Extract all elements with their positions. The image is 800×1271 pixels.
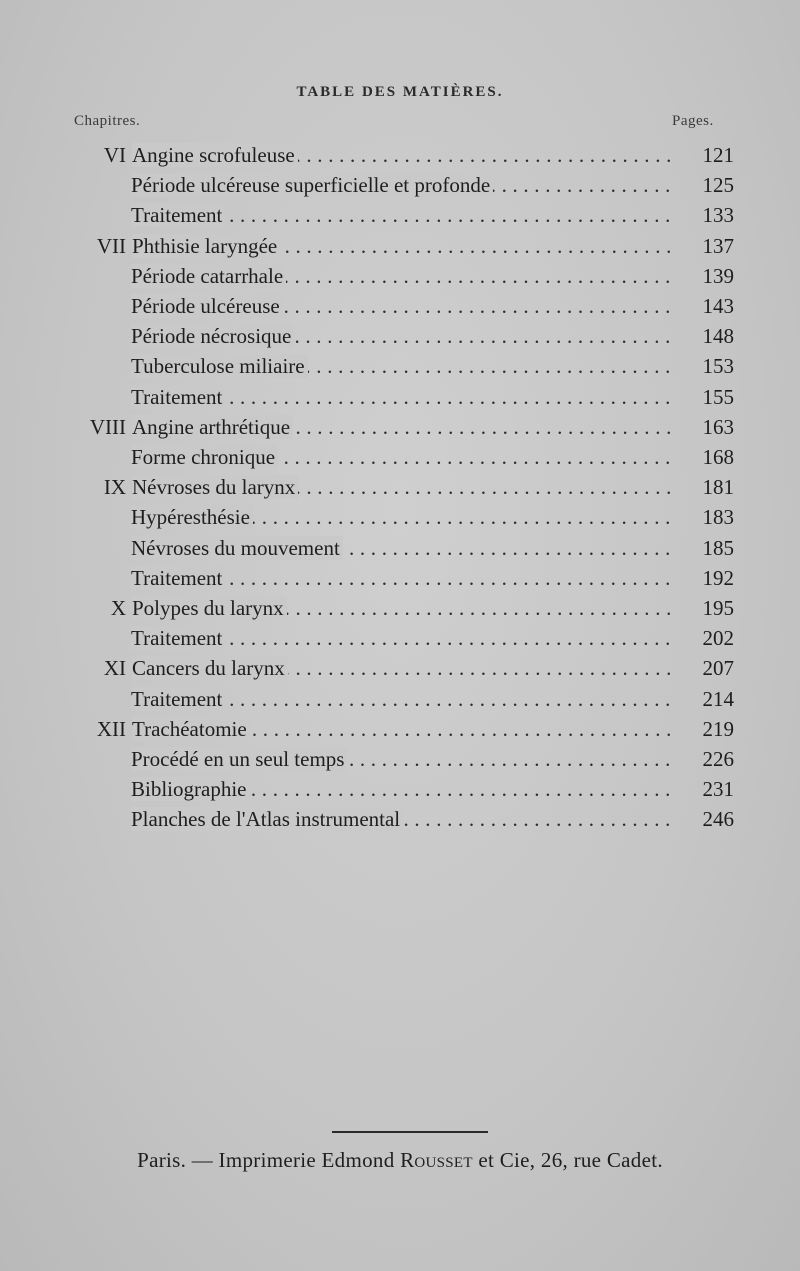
toc-entry-leader: [131, 291, 670, 321]
imprint-printer-name: Rousset: [400, 1148, 473, 1172]
toc-entry-leader: [132, 412, 670, 442]
toc-entry-leader: [132, 231, 670, 261]
page-number: 121: [702, 143, 734, 167]
toc-entry: [0, 412, 800, 442]
toc-entry-leader: [131, 533, 670, 563]
toc-entry-title: Période ulcéreuse superficielle et profonde: [131, 173, 493, 197]
toc-entry: [0, 291, 800, 321]
toc-entry: [0, 261, 800, 291]
toc-entry: [0, 623, 800, 653]
toc-entry-leader: [132, 593, 670, 623]
toc-entry-leader: [131, 502, 670, 532]
page-number: 168: [702, 445, 734, 469]
chapter-number: VIII: [89, 414, 126, 439]
toc-entry-title: Forme chronique: [131, 445, 278, 469]
toc-entry: [0, 321, 800, 351]
footer-rule: [332, 1131, 488, 1133]
page-number: 133: [702, 203, 734, 228]
toc-entry-leader: [131, 170, 670, 200]
toc-entry: [0, 382, 800, 412]
toc-entry-leader: [131, 563, 670, 593]
imprint-suffix: et Cie, 26, rue Cadet.: [472, 1148, 663, 1172]
toc-entry: [0, 502, 800, 532]
imprint-prefix: Paris. — Imprimerie Edmond: [137, 1148, 401, 1172]
toc-entry-leader: [132, 472, 670, 502]
page-number: 125: [702, 173, 734, 198]
toc-entry-title: Traitement: [131, 687, 225, 711]
toc-entry: [0, 533, 800, 563]
chapter-number: VI: [103, 143, 126, 167]
toc-entry-title: Trachéatomie: [132, 717, 250, 741]
toc-entry-title: Bibliographie: [131, 777, 249, 801]
page-number: 163: [702, 414, 734, 439]
toc-entry: [0, 140, 800, 170]
toc-entry-title: Traitement: [131, 626, 225, 650]
toc-entry-title: Traitement: [131, 203, 225, 227]
toc-entry: [0, 804, 800, 834]
page-number: 207: [702, 656, 734, 681]
page-number: 195: [702, 596, 734, 620]
page-number: 231: [702, 777, 734, 802]
toc-entry: [0, 684, 800, 714]
toc-entry-title: Période catarrhale: [131, 264, 286, 288]
toc-entry-leader: [131, 744, 670, 774]
toc-entry-title: Hypéresthésie: [131, 505, 253, 529]
page-number: 214: [702, 686, 734, 711]
page-title: TABLE DES MATIÈRES.: [296, 84, 504, 100]
toc-entry: [0, 563, 800, 593]
toc-entry-title: Procédé en un seul temps: [131, 747, 347, 771]
chapter-number: VII: [96, 233, 126, 258]
pages-column-header: Pages.: [672, 113, 714, 129]
toc-entry-leader: [132, 140, 670, 170]
toc-entry: [0, 653, 800, 683]
toc-entry-title: Traitement: [131, 566, 225, 590]
page-number: 143: [702, 294, 734, 318]
chapter-number: XII: [96, 716, 126, 741]
toc-entry: [0, 200, 800, 230]
page-number: 153: [702, 354, 734, 379]
toc-entry: [0, 714, 800, 744]
toc-entry-leader: [131, 382, 670, 412]
toc-entry-title: Tuberculose miliaire: [131, 354, 308, 378]
chapter-number: XI: [103, 656, 126, 681]
page-number: 181: [702, 475, 734, 500]
page-number: 183: [702, 505, 734, 530]
toc-entry-title: Angine arthrétique: [132, 415, 293, 439]
page-number: 148: [702, 324, 734, 349]
toc-entry-leader: [131, 200, 670, 230]
chapter-number: IX: [103, 475, 126, 500]
toc-entry-title: Polypes du larynx: [132, 596, 287, 620]
toc-entry-leader: [131, 321, 670, 351]
page-number: 155: [702, 384, 734, 409]
toc-entry-title: Période nécrosique: [131, 324, 294, 348]
toc-entry-leader: [131, 684, 670, 714]
toc-entry-leader: [131, 804, 670, 834]
toc-entry: [0, 472, 800, 502]
page-number: 226: [702, 747, 734, 771]
toc-entry-leader: [131, 623, 670, 653]
toc-entry: [0, 351, 800, 381]
page-number: 185: [702, 535, 734, 560]
page-number: 137: [702, 233, 734, 258]
toc-entry-title: Angine scrofuleuse: [132, 143, 298, 167]
toc-entry: [0, 170, 800, 200]
toc-entry-leader: [131, 261, 670, 291]
chapters-column-header: Chapitres.: [74, 113, 141, 129]
toc-entry: [0, 442, 800, 472]
toc-entry: [0, 593, 800, 623]
toc-entry-leader: [131, 774, 670, 804]
toc-entry-leader: [131, 442, 670, 472]
toc-entry: [0, 744, 800, 774]
toc-entry-title: Période ulcéreuse: [131, 294, 283, 318]
page-number: 192: [702, 565, 734, 590]
page-number: 202: [702, 626, 734, 651]
toc-entry-title: Névroses du larynx: [132, 475, 298, 499]
toc-entry-title: Cancers du larynx: [132, 656, 288, 680]
toc-entry-leader: [131, 351, 670, 381]
printer-imprint: [0, 1148, 800, 1173]
toc-entry-title: Traitement: [131, 385, 225, 409]
toc-entry-leader: [132, 714, 670, 744]
page-number: 219: [702, 716, 734, 741]
toc-entry-title: Planches de l'Atlas instrumental: [131, 807, 403, 831]
toc-entry: [0, 774, 800, 804]
chapter-number: X: [110, 596, 126, 620]
page-number: 246: [702, 807, 734, 832]
toc-entry-title: Phthisie laryngée: [132, 234, 280, 258]
toc-entry-leader: [132, 653, 670, 683]
toc-entry-title: Névroses du mouvement: [131, 536, 343, 560]
toc-entry: [0, 231, 800, 261]
page-number: 139: [702, 263, 734, 288]
